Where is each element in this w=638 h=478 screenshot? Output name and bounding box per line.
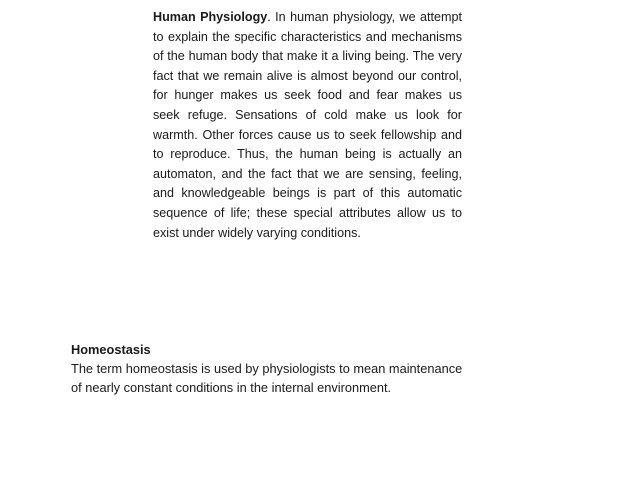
homeostasis-heading: Homeostasis	[71, 342, 151, 357]
homeostasis-line-1: The term homeostasis is used by physiologists to mean maintenance	[71, 361, 463, 376]
physiology-lead-term: Human Physiology	[153, 10, 268, 24]
physiology-body-text: . In human physiology, we attempt to explain the specific characteristics and mechanisms of the human body that make it a living being. The very fact that we remain alive is almost beyond our control, for hunger makes us seek food and fear makes us seek refuge. Sensations of cold make us look for warmth. Other forces cause us to seek fellowship and to reproduce. Thus, the human being is actually an automaton, and the fact that we are sensing, feeling, and knowledgeable beings is part of this automatic sequence of life; these special attributes allow us to exist under widely varying conditions.	[153, 10, 462, 240]
homeostasis-section	[71, 340, 571, 397]
physiology-paragraph	[153, 8, 462, 243]
homeostasis-line-2: of nearly constant conditions in the internal environment.	[71, 380, 392, 395]
